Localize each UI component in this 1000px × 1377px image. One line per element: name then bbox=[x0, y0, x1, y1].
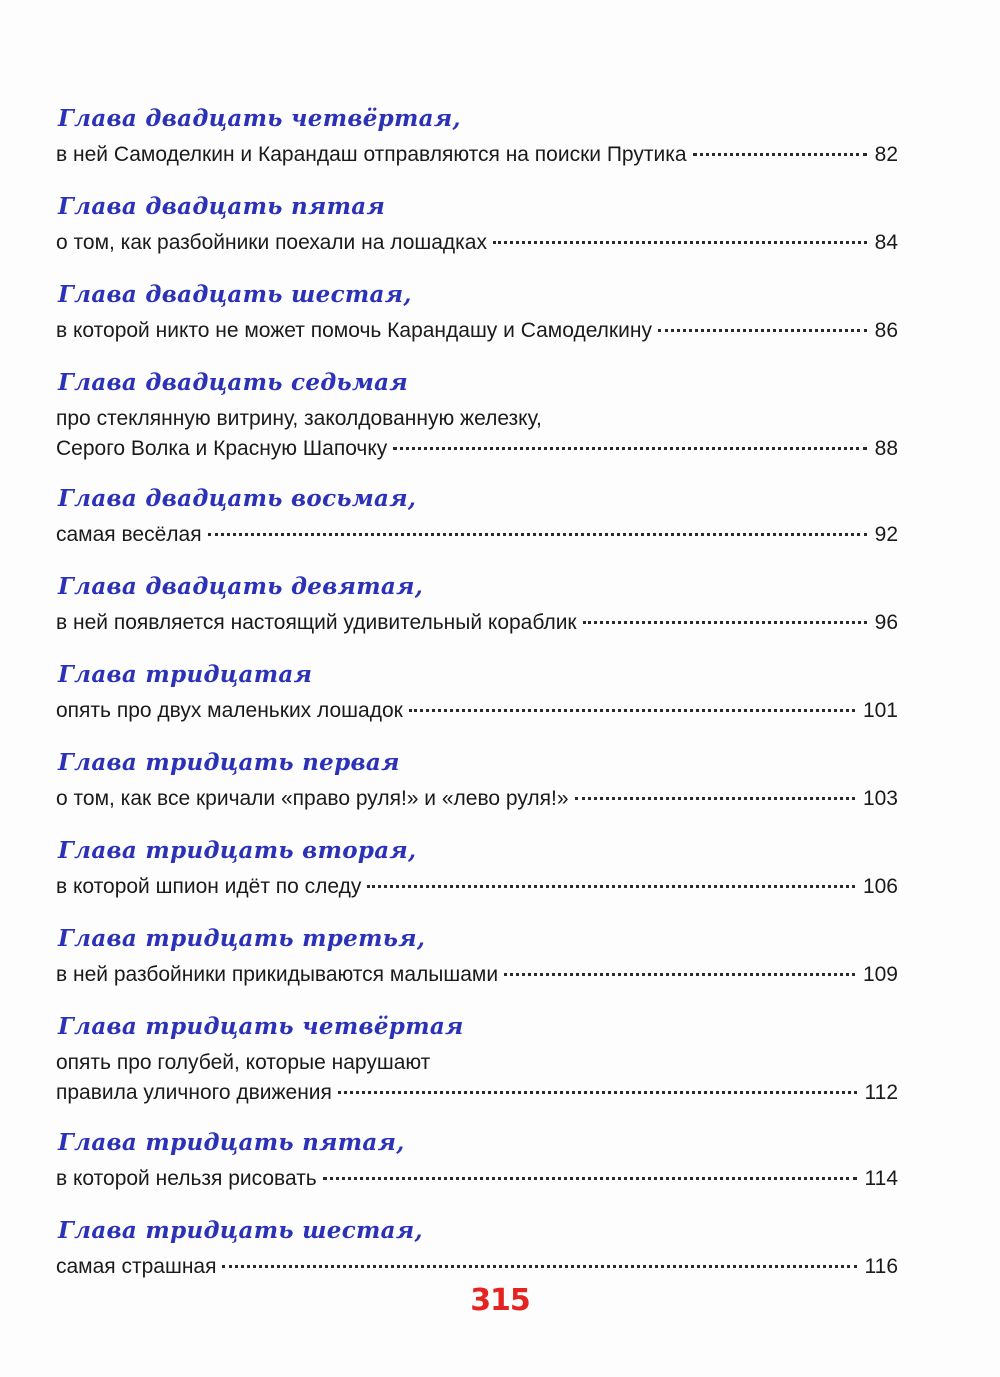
page-reference: 116 bbox=[864, 1255, 898, 1278]
chapter-title: Глава двадцать восьмая, bbox=[58, 485, 417, 512]
dot-leader bbox=[583, 621, 867, 624]
toc-line bbox=[56, 520, 898, 550]
page-reference: 82 bbox=[874, 143, 898, 166]
dot-leader bbox=[338, 1091, 857, 1094]
page-reference: 88 bbox=[874, 437, 898, 460]
toc-entry bbox=[56, 192, 898, 258]
chapter-description: правила уличного движения bbox=[56, 1081, 332, 1104]
dot-leader bbox=[693, 153, 867, 156]
toc-line bbox=[56, 228, 898, 258]
chapter-title: Глава двадцать седьмая bbox=[58, 369, 408, 396]
chapter-title: Глава тридцать пятая, bbox=[58, 1129, 405, 1156]
toc-entry bbox=[56, 280, 898, 346]
toc-line bbox=[56, 316, 898, 346]
chapter-title: Глава двадцать четвёртая, bbox=[58, 105, 461, 132]
page-reference: 114 bbox=[864, 1167, 898, 1190]
toc-entry bbox=[56, 1012, 898, 1108]
toc-line bbox=[56, 696, 898, 726]
toc-line bbox=[56, 434, 898, 464]
toc-line bbox=[56, 1252, 898, 1282]
toc-line bbox=[56, 1164, 898, 1194]
toc-line bbox=[56, 872, 898, 902]
page-reference: 112 bbox=[864, 1081, 898, 1104]
dot-leader bbox=[367, 885, 855, 888]
chapter-description-line: опять про голубей, которые нарушают bbox=[56, 1051, 431, 1074]
dot-leader bbox=[393, 447, 866, 450]
chapter-title: Глава двадцать шестая, bbox=[58, 281, 412, 308]
toc-entry bbox=[56, 1128, 898, 1194]
toc-entry bbox=[56, 484, 898, 550]
dot-leader bbox=[409, 709, 855, 712]
chapter-description-line: про стеклянную витрину, заколдованную железку, bbox=[56, 407, 542, 430]
toc-line bbox=[56, 140, 898, 170]
toc-line bbox=[56, 608, 898, 638]
toc-entry bbox=[56, 104, 898, 170]
toc-entry bbox=[56, 368, 898, 464]
toc-entry bbox=[56, 572, 898, 638]
chapter-description: в которой никто не может помочь Карандашу и Самоделкину bbox=[56, 319, 652, 342]
chapter-title: Глава тридцать шестая, bbox=[58, 1217, 423, 1244]
dot-leader bbox=[323, 1177, 857, 1180]
toc-line bbox=[56, 1078, 898, 1108]
toc-line bbox=[56, 960, 898, 990]
toc-entry bbox=[56, 836, 898, 902]
chapter-description: Серого Волка и Красную Шапочку bbox=[56, 437, 388, 460]
chapter-title: Глава тридцать первая bbox=[58, 749, 400, 776]
toc-entry bbox=[56, 660, 898, 726]
dot-leader bbox=[493, 241, 867, 244]
toc-line bbox=[56, 784, 898, 814]
chapter-title: Глава тридцатая bbox=[58, 661, 313, 688]
page-reference: 92 bbox=[874, 523, 898, 546]
dot-leader bbox=[575, 797, 855, 800]
page-reference: 106 bbox=[862, 875, 898, 898]
chapter-description: в ней появляется настоящий удивительный кораблик bbox=[56, 611, 577, 634]
chapter-description: в которой нельзя рисовать bbox=[56, 1167, 317, 1190]
table-of-contents bbox=[56, 104, 898, 1304]
chapter-description: самая весёлая bbox=[56, 523, 202, 546]
chapter-title: Глава двадцать девятая, bbox=[58, 573, 424, 600]
chapter-description: о том, как разбойники поехали на лошадках bbox=[56, 231, 487, 254]
chapter-description: о том, как все кричали «право руля!» и «лево руля!» bbox=[56, 787, 569, 810]
page-reference: 84 bbox=[874, 231, 898, 254]
chapter-description: в ней Самоделкин и Карандаш отправляются на поиски Прутика bbox=[56, 143, 687, 166]
chapter-description: самая страшная bbox=[56, 1255, 217, 1278]
chapter-title: Глава тридцать четвёртая bbox=[58, 1013, 464, 1040]
chapter-description: опять про двух маленьких лошадок bbox=[56, 699, 403, 722]
page-reference: 109 bbox=[862, 963, 898, 986]
page-reference: 101 bbox=[862, 699, 898, 722]
chapter-title: Глава тридцать вторая, bbox=[58, 837, 417, 864]
toc-entry bbox=[56, 748, 898, 814]
dot-leader bbox=[658, 329, 867, 332]
dot-leader bbox=[208, 533, 867, 536]
dot-leader bbox=[504, 973, 855, 976]
chapter-title: Глава двадцать пятая bbox=[58, 193, 386, 220]
page-reference: 86 bbox=[874, 319, 898, 342]
page-reference: 103 bbox=[862, 787, 898, 810]
dot-leader bbox=[222, 1265, 856, 1268]
chapter-title: Глава тридцать третья, bbox=[58, 925, 426, 952]
page-reference: 96 bbox=[874, 611, 898, 634]
toc-entry bbox=[56, 1216, 898, 1282]
toc-entry bbox=[56, 924, 898, 990]
chapter-description: в которой шпион идёт по следу bbox=[56, 875, 362, 898]
chapter-description: в ней разбойники прикидываются малышами bbox=[56, 963, 499, 986]
page-number: 315 bbox=[470, 1283, 530, 1318]
